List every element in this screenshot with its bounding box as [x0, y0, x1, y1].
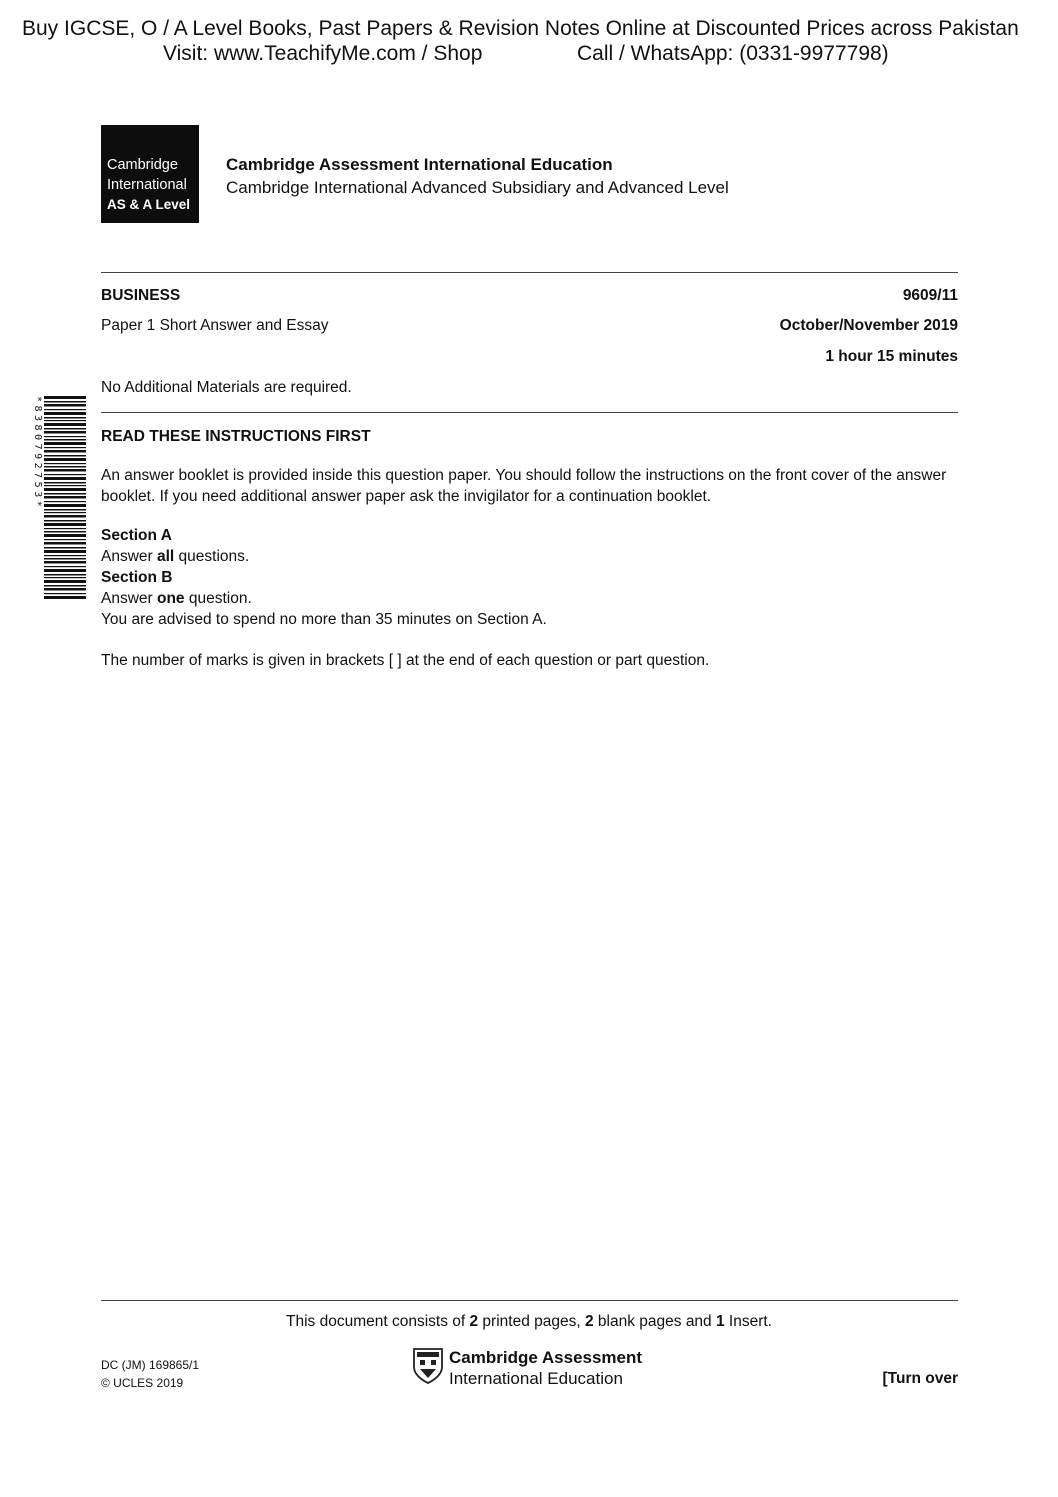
- duration: 1 hour 15 minutes: [825, 348, 958, 365]
- section-b-post: question.: [184, 590, 252, 607]
- instructions-paragraph: An answer booklet is provided inside this question paper. You should follow the instructions on the front cover of the answer booklet. If you need additional answer paper ask the invigilator for a continuation booklet.: [101, 467, 947, 505]
- section-b-pre: Answer: [101, 590, 157, 607]
- printed-pages-text: printed pages,: [478, 1313, 585, 1330]
- insert-count: 1: [715, 1313, 725, 1330]
- banner-visit: Visit: www.TeachifyMe.com / Shop: [163, 42, 483, 65]
- footer-reference: [101, 1356, 199, 1392]
- section-instructions: [101, 525, 971, 630]
- section-a-label: Section A: [101, 527, 172, 544]
- footer-divider: [101, 1300, 958, 1301]
- footer-logo-line-1: Cambridge Assessment: [449, 1348, 643, 1367]
- paper-code: 9609/11: [902, 287, 958, 304]
- banner-line-1: Buy IGCSE, O / A Level Books, Past Papers & Revision Notes Online at Discounted Prices across Pakistan: [22, 17, 1019, 40]
- footer-logo-text: [449, 1347, 642, 1389]
- divider: [101, 272, 958, 273]
- section-a-pre: Answer: [101, 548, 157, 565]
- document-ref: DC (JM) 169865/1: [101, 1358, 200, 1372]
- copyright: © UCLES 2019: [101, 1376, 184, 1390]
- logo-line-1: Cambridge: [107, 157, 178, 173]
- header-organisation: [226, 153, 729, 199]
- paper-title: Paper 1 Short Answer and Essay: [101, 317, 329, 334]
- barcode-bars-icon: [44, 396, 86, 600]
- cambridge-as-a-level-logo: [101, 125, 199, 223]
- marks-note: The number of marks is given in brackets [ ] at the end of each question or part question.: [101, 652, 710, 669]
- materials-note: No Additional Materials are required.: [101, 379, 352, 396]
- section-a-instruction: [101, 546, 971, 567]
- printed-pages-count: 2: [469, 1313, 479, 1330]
- divider: [101, 412, 958, 413]
- qualification: Cambridge International Advanced Subsidiary and Advanced Level: [226, 178, 729, 197]
- blank-pages-text: blank pages and: [593, 1313, 716, 1330]
- logo-line-3: AS & A Level: [107, 197, 191, 212]
- cambridge-assessment-logo: [412, 1347, 643, 1390]
- turn-over: [Turn over: [882, 1370, 958, 1387]
- barcode-digits: *8380792753*: [32, 396, 43, 511]
- insert-text: Insert.: [724, 1313, 772, 1330]
- section-b-bold: one: [157, 590, 185, 607]
- document-consists-note: [0, 1313, 1058, 1331]
- section-a-bold: all: [157, 548, 175, 565]
- instructions-heading: READ THESE INSTRUCTIONS FIRST: [101, 428, 371, 445]
- barcode: [34, 396, 86, 600]
- banner-call: Call / WhatsApp: (0331-9977798): [577, 42, 889, 65]
- subject: BUSINESS: [101, 287, 181, 304]
- section-b-instruction: [101, 588, 971, 609]
- exam-session: October/November 2019: [779, 317, 958, 334]
- org-name: Cambridge Assessment International Education: [226, 155, 613, 174]
- section-a-post: questions.: [174, 548, 250, 565]
- section-b-label: Section B: [101, 569, 173, 586]
- crest-icon: [412, 1347, 444, 1385]
- footer-logo-line-2: International Education: [449, 1369, 623, 1388]
- consists-pre: This document consists of: [286, 1313, 470, 1330]
- blank-pages-count: 2: [584, 1313, 594, 1330]
- logo-line-2: International: [107, 177, 187, 193]
- time-advice: You are advised to spend no more than 35 minutes on Section A.: [101, 611, 547, 628]
